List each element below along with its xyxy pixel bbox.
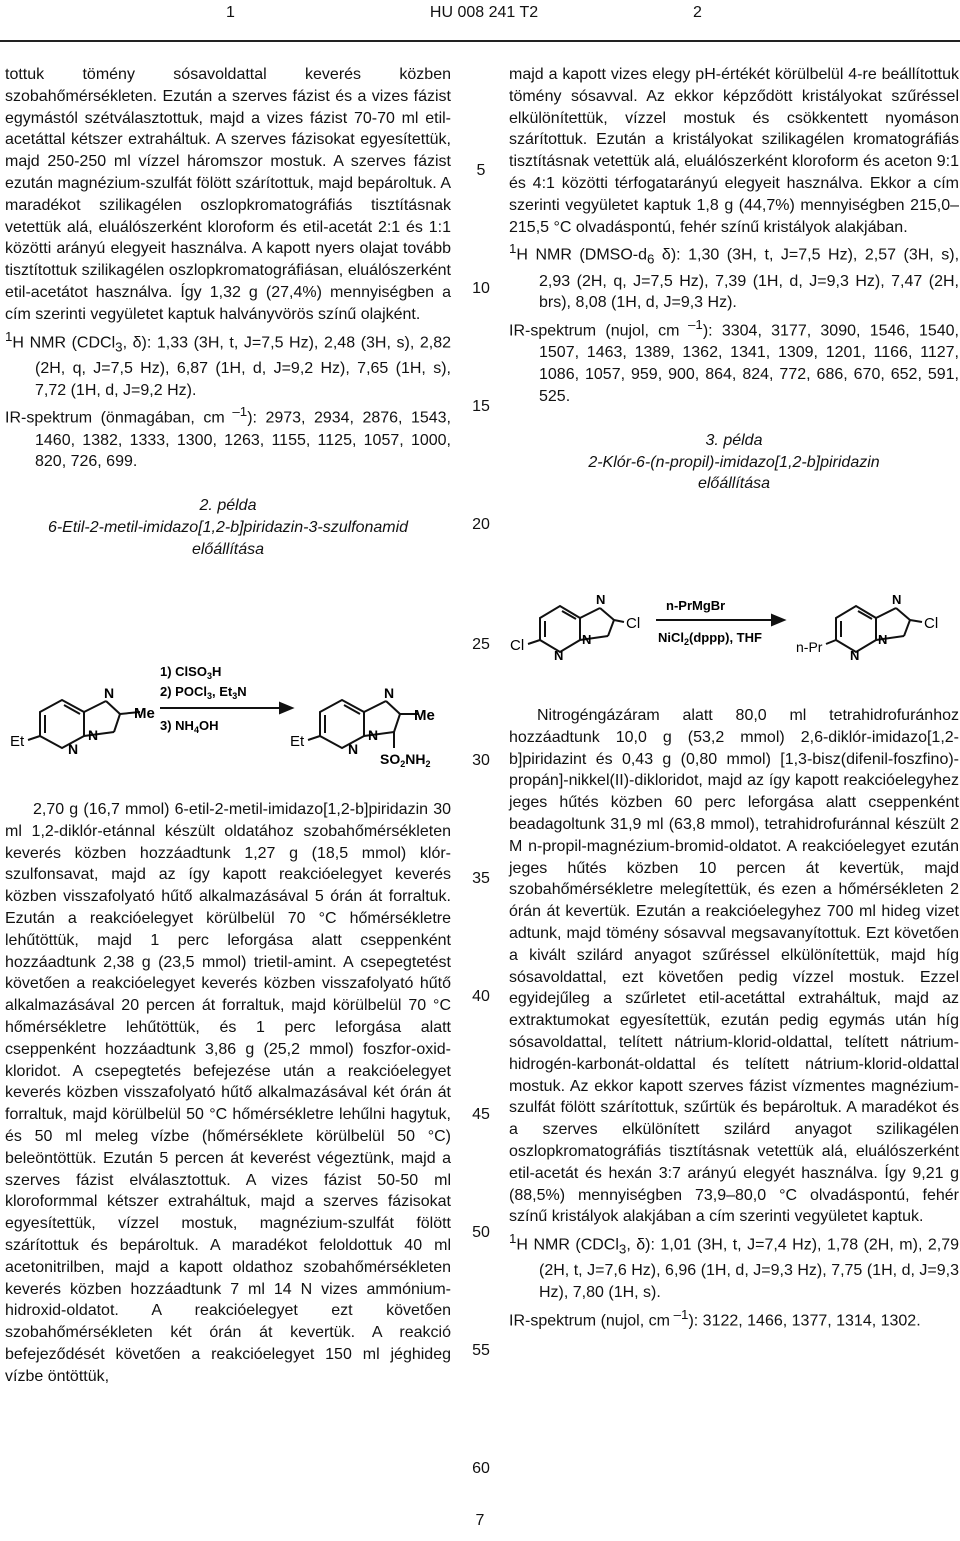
reactant-et-label: Et [10,733,25,750]
left-paragraph-1: tottuk tömény sósavoldattal keverés közben szobahőmérsékleten. Ezután a szerves fázist és a vizes fázist egymástól szétválasztottuk, majd a vizes fázist 70-70 ml etil-acetáttal kétszer extraháltuk. A szerves fázisokat egyesítettük, majd 250-250 ml vízzel háromszor mostuk. A szerves fázist ezután magnézium-szulfát fölött szárítottuk, majd bepároltuk. A maradékot szilikagélen oszlopkromatográfiás tisztításnak vetettük alá, eluálószerként kloroform és etil-acetát 2:1 és 1:1 közötti arányú elegyeit használva. A kapott nyers olajat tovább tisztítottuk szilikagélen oszlopkromatográfiásan, eluálószerként etil-acetátot használva. Így 1,32 g (27,4%) mennyiségben a cím szerinti vegyületet kaptuk halványvörös színű olajként. [5,66,451,323]
page-number-left: 1 [226,4,235,21]
condition-1: 1) ClSO$_3$H [160,664,222,681]
reactant-structure [28,700,140,748]
propyl-product-structure [826,606,922,652]
product-cl: Cl [924,615,939,632]
example-3-name: 2-Klór-6-(n-propil)-imidazo[1,2-b]piridazin [588,453,880,471]
condition-2: 2) POCl$_3$, $Et_3N$ [160,684,247,701]
left-nmr: $^1$H NMR (CDCl$_3$, δ): 1,33 (3H, t, J=7,5 Hz), 2,48 (3H, s), 2,82 (2H, q, J=7,5 Hz), 6,87 (1H, d, J=9,2 Hz), 7,65 (1H, s), 7,72 (1H, d, J=9,2 Hz). [5,328,451,399]
product-me-label: Me [414,707,435,724]
left-ir: IR-spektrum (önmagában, cm $^{-1}$): 2973, 2934, 2876, 1543, 1460, 1382, 1333, 1300, 1263, 1155, 1125, 1057, 1000, 820, 726, 699. [5,404,451,471]
dichloro-reactant-structure [528,606,624,652]
example-2-label: 2. példa [199,497,257,515]
left-paragraph-2: 2,70 g (16,7 mmol) 6-etil-2-metil-imidazo[1,2-b]piridazin 30 ml 1,2-diklór-etánnal készült oldatához szobahőmérsékleten keverés közben hozzáadtunk 1,27 g (18,5 mmol) klór-szulfonsavat, majd az így kapott reakcióelegyet keverés közben visszafolyató hűtő alkalmazásával 5 órán át forraltuk. Ezután a reakcióelegyet körülbelül 70 °C hőmérsékletre lehűtöttük, majd 1 perc leforgása alatt cseppenként hozzáadtunk 2,38 g (23,5 mmol) trietil-amint. A csepegtetést követően a reakcióelegyet keverés közben visszafolyató hűtő alkalmazásával 20 percen át forraltuk, majd körülbelül 70 °C hőmérsékletre lehűtöttük, és 1 perc leforgása alatt cseppenként hozzáadtunk 3,86 g (25,2 mmol) foszfor-oxid-kloridot. A csepegtetés befejezése után a reakcióelegyet keverés közben visszafolyató hűtő alkalmazásával két órán át forraltuk, majd körülbelül 50 °C hőmérsékletre lehűlni hagytuk, és 50 ml meleg vízbe (hőmérséklete körülbelül 50 °C) beleöntöttük. Ezután 5 percen át keverést végeztünk, majd a szerves fázist elválasztottuk. A vizes fázist 50-50 ml kloroformmal kétszer extraháltuk, majd a szerves fázisokat egyesítettük, vízzel mostuk, magnézium-szulfát fölött szárítottuk és bepároltuk. A maradékot feloldottuk 40 ml acetonitrilben, majd a kapott oldathoz szobahőmérsékleten keverés közben hozzáadtunk 7 ml 14 N vizes ammónium-hidroxid-oldatot. A reakcióelegyet ezt követően szobahőmérsékleten két órán át kevertük. A reakció befejeződését követően a reakcióelegyet 150 ml jéghideg vízbe öntöttük, [5,801,451,1385]
product-n2: N [384,685,395,701]
patent-id: HU 008 241 T2 [429,4,539,21]
reactant-n3: N [88,727,99,743]
line-number-5: 5 [476,162,486,179]
right-column-bottom [509,705,959,1332]
right-nmr-1: $^1$H NMR ($DMSO-d_6$ δ): 1,30 (3H, t, J=7,5 Hz), 2,57 (3H, s), 2,93 (2H, q, J=7,5 Hz), 7,39 (1H, d, J=9,3 Hz), 7,47 (2H, brs), 8,08 (1H, d, J=9,3 Hz). [509,241,960,312]
condition-3: 3) $NH_4OH$ [160,718,219,735]
line-number-25: 25 [472,636,490,653]
reactant-n1: N [68,741,79,757]
line-number-40: 40 [472,988,490,1005]
header-rule [0,40,960,42]
reactant-n2: N [104,685,115,701]
product3-n3: N [878,632,888,647]
reactant3-n1: N [554,648,564,663]
reactant-cl-left: Cl [510,637,525,654]
right-nmr-2: $^1$H NMR (CDCl$_3$, δ): 1,01 (3H, t, J=7,4 Hz), 1,78 (2H, m), 2,79 (2H, t, J=7,6 Hz), 6,96 (1H, d, J=9,3 Hz), 7,75 (1H, d, J=9,3 Hz), 7,80 (1H, s). [509,1231,960,1302]
reactant3-n2: N [596,592,606,607]
grignard-reagent: n-PrMgBr [666,598,726,613]
sulfonamide-label: $SO_2NH_2$ [380,751,431,769]
line-number-20: 20 [472,516,490,533]
product3-n1: N [850,648,860,663]
footer-page-number: 7 [475,1512,485,1529]
reactant3-n3: N [582,632,592,647]
example-3-prep: előállítása [697,475,771,493]
reaction-scheme-3 [510,590,958,670]
example-3-label: 3. példa [705,431,763,449]
right-paragraph-2: Nitrogéngázáram alatt 80,0 ml tetrahidrofuránhoz hozzáadtunk 10,0 g (53,2 mmol) 2,6-diklór-imidazo[1,2-b]piridazint és 0,43 g (0,80 mmol) [1,3-bisz(difenil-foszfino)-propán]-nikkel(II)-dikloridot, majd az így kapott reakcióelegyhez jeges hűtés közben 60 perc leforgása alatt cseppenként beadagoltunk 31,9 ml (63,8 mmol), tetrahidrofuránnal készült 2 M n-propil-magnézium-bromid-oldatot. A reakcióelegyet ezután jeges hűtés közben 10 percen át kevertük, majd szobahőmérsékletre melegítettük, és ezen a hőmérsékleten 2 órán át kevertük. Ezután a reakcióelegyhez 700 ml hideg vizet adtunk, majd tömény sósavval megsavanyítottuk. Ezt követően a kivált szilárd anyagot szűréssel elkülönítettük, majd híg sósavoldattal, ezt követően pedig vízzel mostuk. Ezzel egyidejűleg a szűrletet etil-acetáttal extraháltuk, majd az extraktumokat egyesítettük, ezután pedig egymás után híg sósavoldattal, telített nátrium-klorid-oldattal, telített nátrium-hidrogén-karbonát-oldattal és telített nátrium-klorid-oldattal mostuk. Az ekkor kapott szerves fázist vízmentes magnézium-szulfát fölött szárítottuk, szűrtük és bepároltuk. A maradékot és a szerves elkülönített szilárd anyagot szilikagélen oszlopkromatográfiás tisztításnak vetettük alá, eluálószerként etil-acetát és hexán 3:7 arányú elegyét használva. Így 9,21 g (88,5%) mennyiségben 73,9–80,0 °C olvadáspontú, fehér színű kristályok alakjában a cím szerinti vegyületet kaptuk. [509,707,959,1226]
right-paragraph-1: majd a kapott vizes elegy pH-értékét körülbelül 4-re beállítottuk tömény sósavval. Az ekkor képződött kristályokat szűréssel elkülönítettük, vízzel mostuk és csökkentett nyomáson szárítottuk. Ezután a kristályokat szilikagélen kromatográfiás tisztításnak vetettük alá, eluálószerként kloroform és aceton 9:1 és 4:1 közötti térfogatarányú elegyeit használva. Ekkor a cím szerinti vegyületet kaptuk 1,8 g (44,7%) mennyiségben 215,0–215,5 °C olvadáspontú, fehér színű kristályok alakjában. [509,66,960,236]
product-structure [308,700,418,748]
line-number-10: 10 [472,280,490,297]
line-number-55: 55 [472,1342,490,1359]
line-number-50: 50 [472,1224,490,1241]
page-number-right: 2 [693,4,702,21]
left-column-top [5,64,451,561]
right-ir-1: IR-spektrum (nujol, cm $^{-1}$): 3304, 3177, 3090, 1546, 1540, 1507, 1463, 1389, 1362, 1341, 1309, 1201, 1166, 1127, 1086, 1057, 959, 900, 864, 824, 772, 686, 670, 652, 591, 525. [509,317,960,405]
right-column-top [509,64,959,495]
product-et-label: Et [290,733,305,750]
catalyst-label: NiCl$_2$(dppp), THF [658,630,762,647]
line-number-30: 30 [472,752,490,769]
product3-n2: N [892,592,902,607]
line-number-60: 60 [472,1460,490,1477]
reaction-scheme-2 [10,664,450,774]
reaction-arrow-2 [160,703,292,713]
reaction-arrow-3 [656,615,784,625]
line-number-15: 15 [472,398,490,415]
line-number-35: 35 [472,870,490,887]
example-2-prep: előállítása [191,540,265,558]
line-number-45: 45 [472,1106,490,1123]
right-ir-2: IR-spektrum (nujol, cm $^{-1}$): 3122, 1466, 1377, 1314, 1302. [509,1307,921,1330]
left-column-bottom [5,799,451,1388]
reactant-cl-right: Cl [626,615,641,632]
product-npr-label: n-Pr [796,639,823,655]
reactant-me-label: Me [134,705,155,722]
product-n1: N [348,741,359,757]
product-n3: N [368,727,379,743]
example-2-name: 6-Etil-2-metil-imidazo[1,2-b]piridazin-3-szulfonamid [47,518,409,536]
